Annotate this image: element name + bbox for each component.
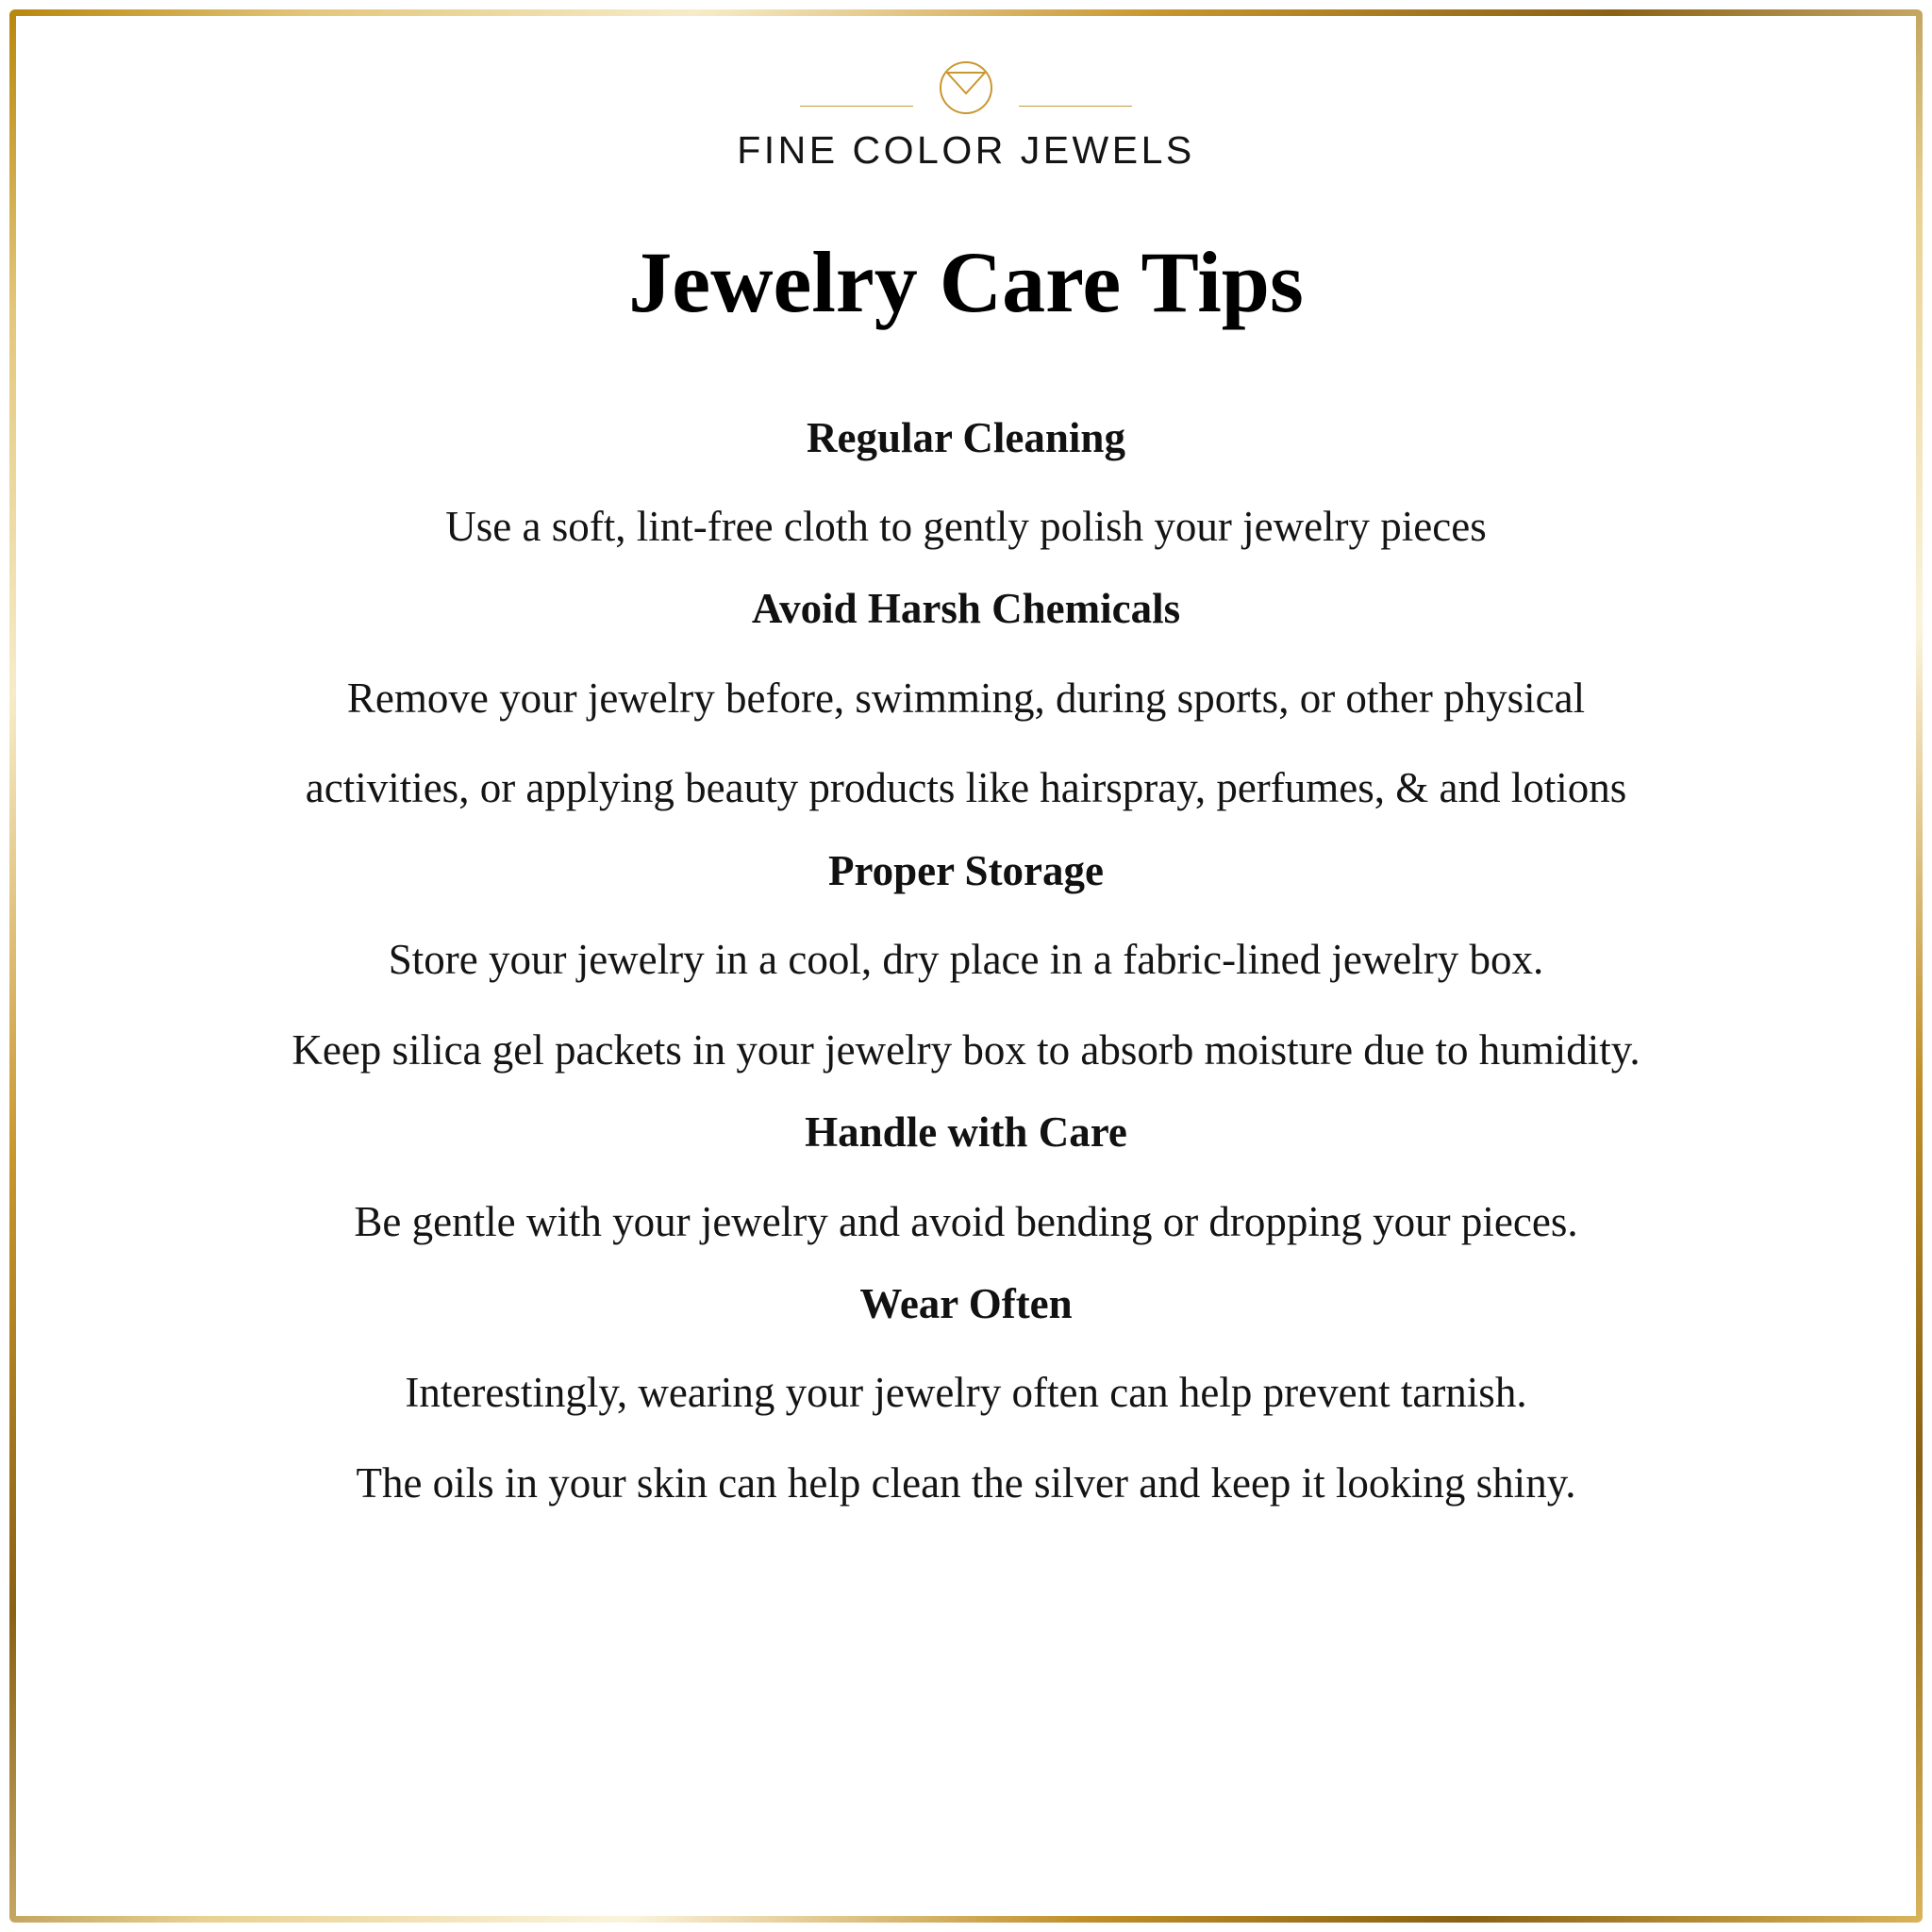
- section-text: Remove your jewelry before, swimming, during sports, or other physical: [346, 674, 1586, 722]
- logo-rule-left: [800, 106, 913, 107]
- brand-logo: [702, 32, 1230, 173]
- page-title: Jewelry Care Tips: [628, 234, 1304, 330]
- logo-rule-right: [1019, 106, 1132, 107]
- section-heading: Regular Cleaning: [807, 413, 1125, 461]
- section-heading: Handle with Care: [805, 1108, 1127, 1157]
- section-regular-cleaning: [66, 383, 1866, 555]
- section-handle-with-care: [66, 1077, 1866, 1249]
- section-heading: Avoid Harsh Chemicals: [751, 585, 1181, 633]
- logo-mark: [702, 49, 1230, 123]
- care-tips-sections: [66, 383, 1866, 1511]
- section-avoid-harsh-chemicals: [66, 554, 1866, 815]
- section-text: Use a soft, lint-free cloth to gently polish your jewelry pieces: [445, 502, 1487, 550]
- section-text: Interestingly, wearing your jewelry often can help prevent tarnish.: [405, 1369, 1527, 1417]
- section-wear-often: [66, 1249, 1866, 1510]
- brand-name: FINE COLOR JEWELS: [737, 128, 1195, 172]
- section-text: The oils in your skin can help clean the silver and keep it looking shiny.: [356, 1459, 1576, 1507]
- section-text: Keep silica gel packets in your jewelry box to absorb moisture due to humidity.: [291, 1025, 1641, 1074]
- section-proper-storage: [66, 816, 1866, 1077]
- diamond-gem-icon: [930, 48, 1002, 125]
- section-text: Be gentle with your jewelry and avoid bending or dropping your pieces.: [354, 1197, 1578, 1245]
- section-heading: Wear Often: [859, 1280, 1073, 1328]
- section-text: Store your jewelry in a cool, dry place in a fabric-lined jewelry box.: [388, 936, 1544, 984]
- section-heading: Proper Storage: [827, 846, 1105, 894]
- section-text: activities, or applying beauty products like hairspray, perfumes, & and lotions: [305, 764, 1627, 812]
